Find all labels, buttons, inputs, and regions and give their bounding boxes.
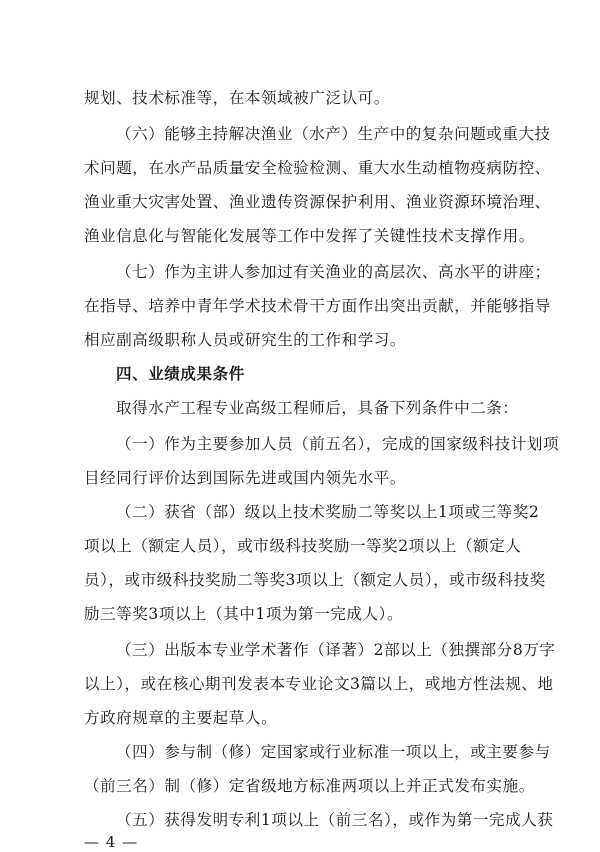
text-line: 方政府规章的主要起草人。 bbox=[84, 709, 278, 727]
text-line: 取得水产工程专业高级工程师后，具备下列条件中二条： bbox=[116, 399, 519, 417]
section-heading: 四、业绩成果条件 bbox=[116, 365, 245, 383]
text-line: 规划、技术标准等，在本领域被广泛认可。 bbox=[84, 89, 390, 107]
text-line: 员），或市级科技奖励二等奖3项以上（额定人员），或市级科技奖 bbox=[84, 571, 546, 589]
text-line: 项以上（额定人员），或市级科技奖励一等奖2项以上（额定人 bbox=[84, 537, 522, 555]
text-line: 渔业重大灾害处置、渔业遗传资源保护利用、渔业资源环境治理、 bbox=[84, 193, 551, 211]
page-number: — 4 — bbox=[84, 833, 139, 851]
text-line: （六）能够主持解决渔业（水产）生产中的复杂问题或重大技 bbox=[116, 125, 551, 143]
text-line: 渔业信息化与智能化发展等工作中发挥了关键性技术支撑作用。 bbox=[84, 227, 535, 245]
text-line: 目经同行评价达到国际先进或国内领先水平。 bbox=[84, 469, 407, 487]
text-line: （三）出版本专业学术著作（译著）2部以上（独撰部分8万字 bbox=[116, 641, 556, 659]
text-line: 在指导、培养中青年学术技术骨干方面作出突出贡献，并能够指导 bbox=[84, 297, 551, 315]
text-line: （二）获省（部）级以上技术奖励二等奖以上1项或三等奖2 bbox=[116, 503, 540, 521]
text-line: 励三等奖3项以上（其中1项为第一完成人）。 bbox=[84, 605, 404, 623]
text-line: （四）参与制（修）定国家或行业标准一项以上，或主要参与 bbox=[116, 743, 551, 761]
text-line: （七）作为主讲人参加过有关渔业的高层次、高水平的讲座； bbox=[116, 263, 551, 281]
text-line: 术问题，在水产品质量安全检验检测、重大水生动植物疫病防控、 bbox=[84, 159, 551, 177]
text-line: （一）作为主要参加人员（前五名），完成的国家级科技计划项 bbox=[116, 435, 560, 453]
text-line: （五）获得发明专利1项以上（前三名），或作为第一完成人获 bbox=[116, 811, 554, 829]
text-line: 相应副高级职称人员或研究生的工作和学习。 bbox=[84, 331, 407, 349]
text-line: （前三名）制（修）定省级地方标准两项以上并正式发布实施。 bbox=[84, 777, 535, 795]
text-line: 以上），或在核心期刊发表本专业论文3篇以上，或地方性法规、地 bbox=[84, 675, 554, 693]
